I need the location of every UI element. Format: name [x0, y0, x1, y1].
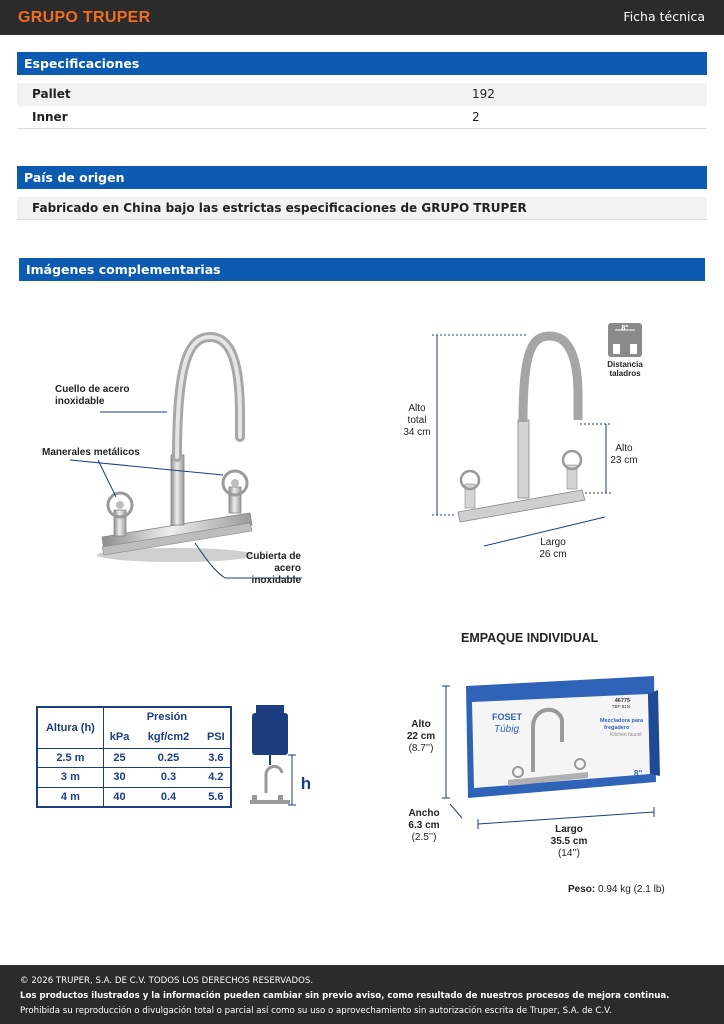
table-row: 3 m 30 0.3 4.2	[38, 768, 230, 788]
box-size: 8"	[634, 769, 643, 778]
origin-row	[17, 197, 707, 220]
drill-value: 8"	[621, 325, 629, 332]
footer	[0, 965, 724, 1024]
footer-copyright: © 2026 TRUPER, S.A. DE C.V. TODOS LOS DERECHOS RESERVADOS.	[20, 976, 314, 986]
spec-row-inner	[17, 106, 707, 129]
spec-value: 2	[472, 110, 480, 124]
document-type: Ficha técnica	[623, 9, 705, 24]
water-tank-icon	[242, 703, 317, 811]
spec-row-pallet	[17, 83, 707, 106]
specs-heading: Especificaciones	[17, 52, 707, 75]
box-line: Túbig	[494, 724, 520, 735]
spout-height-label: Alto 23 cm	[610, 443, 638, 466]
neck-label: Cuello de acero inoxidable	[55, 384, 130, 407]
package-dimension-lines	[440, 680, 680, 840]
drill-distance-label: Distancia taladros	[607, 360, 643, 378]
unit-header: kPa	[109, 730, 130, 743]
package-width-label: Ancho 6.3 cm (2.5’’)	[408, 808, 440, 843]
box-desc-3: Kitchen faucet	[610, 732, 642, 738]
deck-label: Cubierta de acero inoxidable	[245, 551, 301, 586]
package-title: EMPAQUE INDIVIDUAL	[461, 631, 599, 645]
unit-header: PSI	[206, 730, 225, 743]
handles-label: Manerales metálicos	[42, 447, 140, 458]
top-bar	[0, 0, 724, 35]
brand-logo: GRUPO TRUPER	[18, 9, 151, 26]
box-code: 46775	[614, 698, 630, 704]
box-desc-2: fregadero	[604, 725, 630, 731]
origin-heading: País de origen	[17, 166, 707, 189]
spec-label: Inner	[32, 110, 68, 124]
pressure-group-header: Presión	[146, 711, 188, 723]
length-label: Largo 26 cm	[539, 537, 567, 560]
box-desc: Mezcladora para	[600, 718, 644, 724]
table-row: 2.5 m 25 0.25 3.6	[38, 748, 230, 768]
footer-notice: Los productos ilustrados y la información pueden cambiar sin previo aviso, como resultado de nuestros procesos de mejora continua.	[20, 991, 670, 1001]
box-code-2: TBF-81N	[611, 704, 630, 709]
pressure-table	[36, 706, 232, 808]
height-column-header: Altura (h)	[38, 708, 103, 748]
h-label: h	[300, 774, 312, 793]
footer-legal: Prohibida su reproducción o divulgación total o parcial así como su uso o aprovechamiento sin autorización escrita de Truper, S.A. de C.V.	[20, 1006, 612, 1016]
table-row: 4 m 40 0.4 5.6	[38, 787, 230, 806]
dimension-illustration	[400, 320, 660, 555]
package-weight: Peso: 0.94 kg (2.1 lb)	[568, 884, 665, 895]
spec-label: Pallet	[32, 87, 71, 101]
total-height-label: Alto total 34 cm	[403, 403, 431, 438]
spec-value: 192	[472, 87, 495, 101]
images-heading: Imágenes complementarias	[19, 258, 705, 281]
box-brand: FOSET	[492, 712, 523, 722]
package-height-label: Alto 22 cm (8.7’’)	[406, 719, 436, 754]
unit-header: kgf/cm2	[147, 730, 190, 743]
package-length-label: Largo 35.5 cm (14’’)	[550, 824, 588, 859]
origin-text: Fabricado en China bajo las estrictas especificaciones de GRUPO TRUPER	[32, 201, 527, 215]
